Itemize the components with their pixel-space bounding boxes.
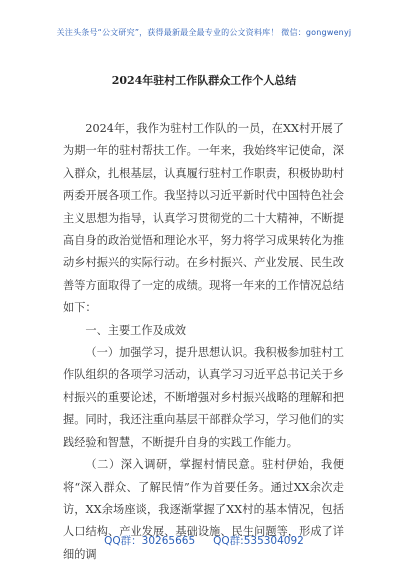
section-heading: 一、主要工作及成效 xyxy=(85,323,187,337)
qq-group-1: QQ群：30265665 xyxy=(104,535,196,547)
intro-paragraph: 2024年，我作为驻村工作队的一员，在XX村开展了为期一年的驻村帮扶工作。一年来，我始终牢记使命，深入群众，扎根基层，认真履行驻村工作职责，积极协助村两委开展各项工作。我坚持以习近平新时代中国特色社会主义思想为指导，认真学习贯彻党的二十大精神，不断提高自身的政治觉悟和理论水平，努力将学习成果转化为推动乡村振兴的实际行动。在乡村振兴、产业发展、民生改善等方面取得了一定的成绩。现将一年来的工作情况总结如下： xyxy=(63,122,344,315)
document-title: 2024年驻村工作队群众工作个人总结 xyxy=(111,74,297,87)
document-body xyxy=(63,118,344,566)
item-1-paragraph: （一）加强学习，提升思想认识。我积极参加驻村工作队组织的各项学习活动，认真学习习近平总书记关于乡村振兴的重要论述，不断增强对乡村振兴战略的理解和把握。同时，我还注重向基层干部群众学习，学习他们的实践经验和智慧，不断提升自身的实践工作能力。 xyxy=(63,346,344,449)
footer-qq-groups xyxy=(0,533,408,548)
header-banner: 关注头条号“公文研究”，获得最新最全最专业的公文资料库！ 微信：gongwenyj xyxy=(56,28,352,37)
qq-group-2: QQ群:535304092 xyxy=(213,535,304,547)
item-2-paragraph: （二）深入调研，掌握村情民意。驻村伊始，我便将“深入群众、了解民情”作为首要任务。通过XX余次走访，XX余场座谈，我逐渐掌握了XX村的基本情况，包括人口结构、产业发展、基础设施、民生问题等，形成了详细的调 xyxy=(63,458,344,561)
